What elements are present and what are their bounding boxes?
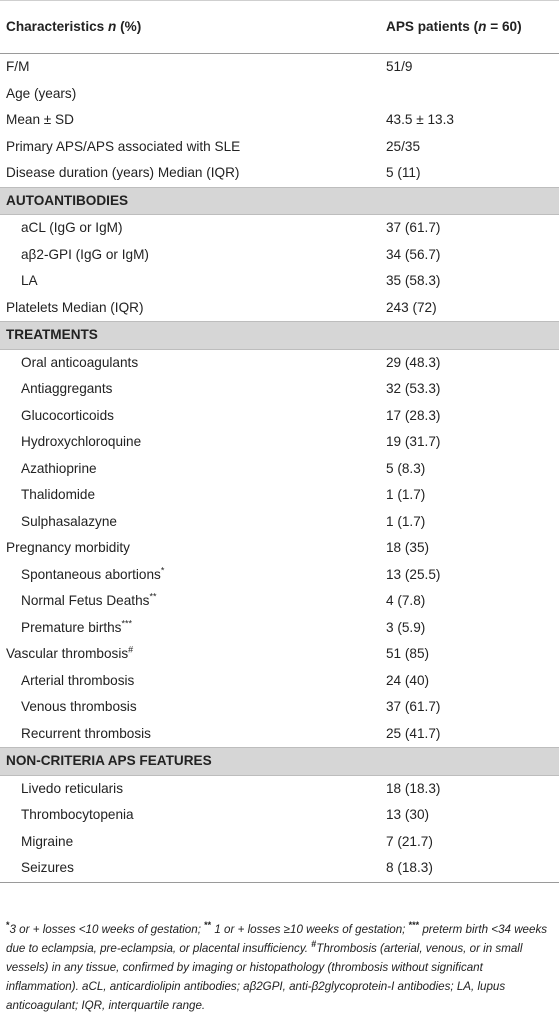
- table-row: Glucocorticoids 17 (28.3): [21, 407, 441, 423]
- table-row: Disease duration (years) Median (IQR) 5 (11): [6, 165, 421, 180]
- table-row: Normal Fetus Deaths** 4 (7.8): [21, 591, 426, 608]
- table-row: Azathioprine 5 (8.3): [21, 460, 426, 476]
- table-row: Oral anticoagulants 29 (48.3): [21, 354, 441, 370]
- table-row: Spontaneous abortions* 13 (25.5): [21, 564, 441, 582]
- table-row: Venous thrombosis 37 (61.7): [21, 699, 441, 714]
- table-row: Age (years): [6, 85, 77, 101]
- table-row: Mean ± SD 43.5 ± 13.3: [6, 112, 454, 127]
- table-row: Migraine 7 (21.7): [21, 833, 433, 849]
- section-header-treatments: TREATMENTS: [0, 322, 559, 350]
- table-row: Arterial thrombosis 24 (40): [21, 672, 430, 688]
- table-row: Primary APS/APS associated with SLE 25/35: [6, 138, 421, 154]
- table-row: aβ2-GPI (IgG or IgM) 34 (56.7): [21, 246, 441, 262]
- table-row: aCL (IgG or IgM) 37 (61.7): [21, 220, 441, 235]
- table-row: Sulphasalazyne 1 (1.7): [21, 513, 426, 529]
- header-row: [0, 0, 559, 54]
- table-row: F/M 51/9: [6, 59, 413, 74]
- section-header-autoantibodies: AUTOANTIBODIES: [0, 187, 559, 215]
- table-row: Thalidomide 1 (1.7): [21, 487, 426, 502]
- table-row: Thrombocytopenia 13 (30): [21, 807, 430, 822]
- table-footnote: *3 or + losses <10 weeks of gestation; ** 1 or + losses ≥10 weeks of gestation; *** preterm birth <34 weeks due to eclampsia, pre-eclampsia, or placental insufficiency. #Thrombosis (arterial, venous, or in small vessels) in any tissue, confirmed by imaging or histopathology (thrombosis without significant inflammation). aCL, anticardiolipin antibodies; aβ2GPI, anti-β2glycoprotein-I antibodies; LA, lupus anticoagulant; IQR, interquartile range.: [6, 920, 548, 1012]
- table-row: Premature births*** 3 (5.9): [21, 617, 426, 635]
- table-row: Pregnancy morbidity 18 (35): [6, 540, 430, 555]
- table-row: Hydroxychloroquine 19 (31.7): [21, 434, 441, 449]
- table-row: Platelets Median (IQR) 243 (72): [6, 299, 437, 315]
- column-header-characteristics: Characteristics n (%): [0, 0, 382, 54]
- column-header-aps-patients: APS patients (n = 60): [382, 0, 559, 54]
- table-row: Seizures 8 (18.3): [0, 855, 559, 882]
- table-row: Livedo reticularis 18 (18.3): [21, 780, 441, 796]
- table-row: Antiaggregants 32 (53.3): [21, 381, 441, 396]
- table-row: Recurrent thrombosis 25 (41.7): [21, 725, 441, 741]
- section-header-non-criteria: NON-CRITERIA APS FEATURES: [0, 748, 559, 776]
- table-row: LA 35 (58.3): [21, 273, 441, 288]
- table-row: Vascular thrombosis# 51 (85): [6, 644, 430, 661]
